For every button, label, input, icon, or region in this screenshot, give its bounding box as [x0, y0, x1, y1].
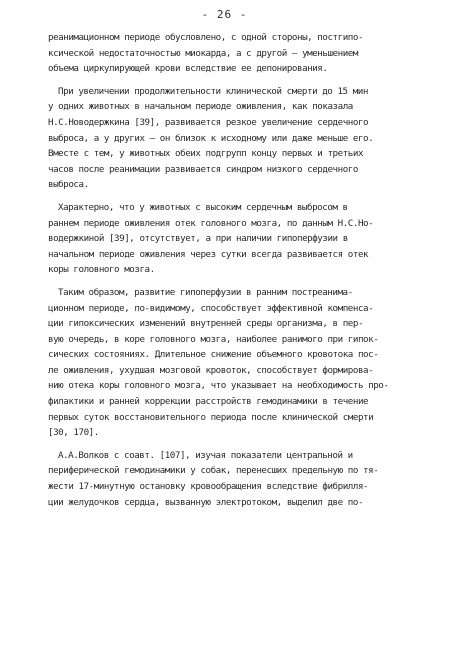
text-line: вую очередь, в коре головного мозга, наиболее ранимого при гипок- [48, 333, 379, 345]
text-line: Вместе с тем, у животных обеих подгрупп концу первых и третьих [48, 148, 364, 160]
text-line: Характерно, что у животных с высоким сердечным выбросом в [58, 201, 348, 213]
paragraph [48, 84, 424, 193]
text-line: часов после реанимации развивается синдром низкого сердечного [48, 163, 358, 175]
text-line: начальном периоде оживления через сутки всегда развивается отек [48, 248, 369, 260]
text-line: ле оживления, ухудшая мозговой кровоток, способствует формирова- [48, 364, 374, 376]
paragraph [48, 448, 424, 510]
page-number: - 26 - [201, 8, 248, 21]
text-line: нию отека коры головного мозга, что указывает на необходимость про- [48, 380, 389, 392]
text-line: периферической гемодинамики у собак, перенесших предельную по тя- [48, 465, 379, 477]
text-line: При увеличении продолжительности клинической смерти до 15 мин [58, 85, 368, 97]
text-line: у одних животных в начальном периоде оживления, как показала [48, 101, 353, 113]
text-line: Н.С.Новодержкина [39], развивается резкое увеличение сердечного [48, 116, 369, 128]
text-line: выброса. [48, 179, 89, 191]
text-line: первых суток восстановительного периода после клинической смерти [48, 411, 374, 423]
text-line: филактики и ранней коррекции расстройств гемодинамики в течение [48, 396, 369, 408]
text-line: ционном периоде, по-видимому, способствует эффективной компенса- [48, 302, 374, 314]
body-text [48, 30, 424, 510]
text-line: реанимационном периоде обусловлено, с одной стороны, постгипо- [48, 32, 364, 43]
text-line: раннем периоде оживления отек головного мозга, по данным Н.С.Но- [48, 217, 374, 229]
paragraph [48, 285, 424, 441]
text-line: водержкиной [39], отсутствует, а при наличии гипоперфузии в [48, 233, 348, 245]
paragraph [48, 200, 424, 278]
text-line: [30, 170]. [48, 427, 99, 439]
text-line: ции гипоксических изменений внутренней среды организма, в пер- [48, 318, 364, 330]
text-line: выброса, а у других – он близок к исходному или даже меньше его. [48, 132, 374, 144]
text-line: объема циркулирующей крови вследствие ее депонирования. [48, 63, 328, 75]
text-line: ции желудочков сердца, вызванную электротоком, выделил две по- [48, 496, 364, 508]
text-line: сических состояниях. Длительное снижение объемного кровотока пос- [48, 349, 379, 361]
paragraph [48, 30, 424, 77]
text-line: Таким образом, развитие гипоперфузии в ранним постреанима- [58, 286, 353, 298]
text-line: жести 17-минутную остановку кровообращения вследствие фибрилля- [48, 481, 369, 493]
text-line: коры головного мозга. [48, 264, 155, 276]
text-line: А.А.Волков с соавт. [107], изучая показатели центральной и [58, 449, 353, 461]
text-line: ксической недостаточностью миокарда, а с другой – уменьшением [48, 47, 358, 59]
